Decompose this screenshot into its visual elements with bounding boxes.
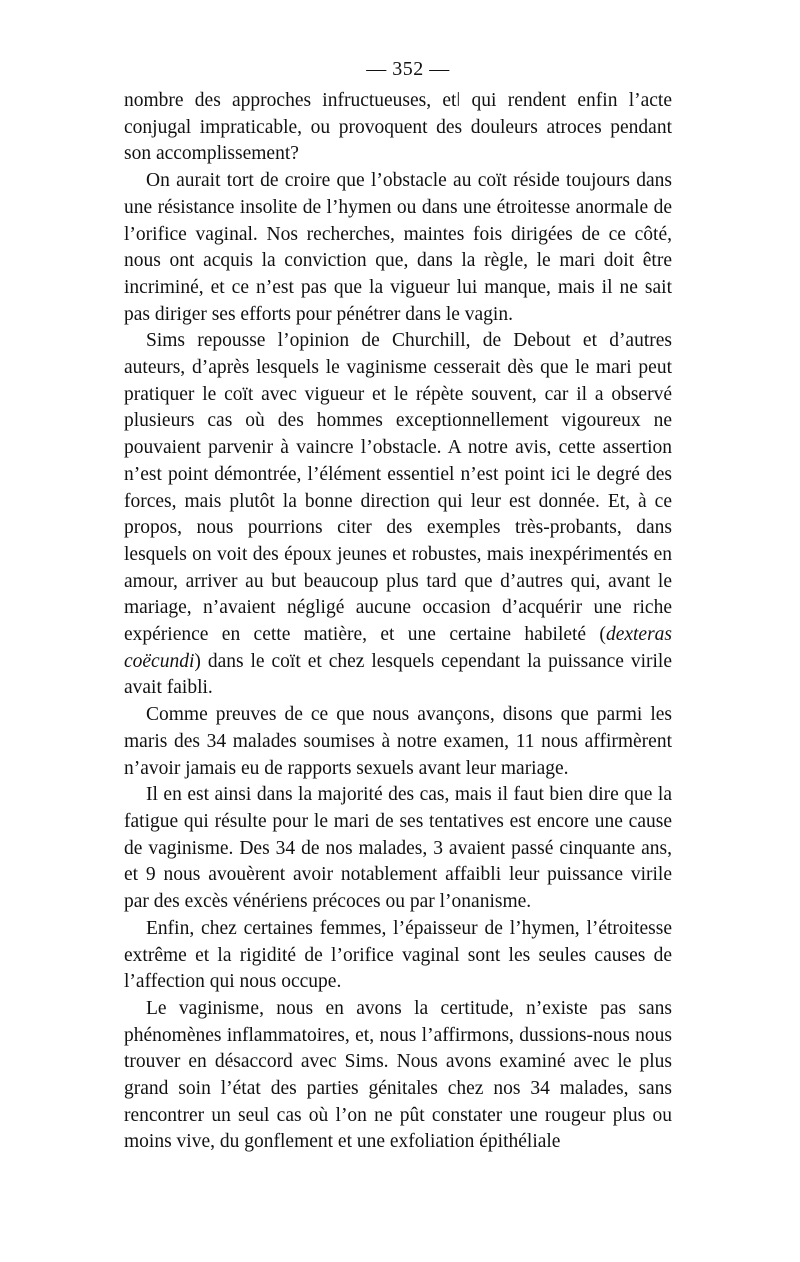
paragraph-1: nombre des approches infructueuses, etǀ qui rendent enfin l’acte conjugal impraticable, ou provoquent des douleurs atroces pendant son accomplissement? [124, 90, 672, 165]
page-number: — 352 — [366, 58, 450, 80]
paragraph-4: Comme preuves de ce que nous avançons, disons que parmi les maris des 34 malades soumises à notre examen, 11 nous affirmèrent n’avoir jamais eu de rapports sexuels avant leur mariage. [124, 704, 672, 779]
paragraph-2: On aurait tort de croire que l’obstacle au coït réside toujours dans une résistance insolite de l’hymen ou dans une étroitesse anormale de l’orifice vaginal. Nos recherches, maintes fois dirigées de ce côté, nous ont acquis la conviction que, dans la règle, le mari doit être incriminé, et ce n’est pas que la vigueur lui manque, mais il ne sait pas diriger ses efforts pour pénétrer dans le vagin. [124, 170, 672, 325]
paragraph-7: Le vaginisme, nous en avons la certitude, n’existe pas sans phénomènes inflammatoires, et, nous l’affirmons, dussions-nous nous trouver en désaccord avec Sims. Nous avons examiné avec le plus grand soin l’état des parties génitales chez nos 34 malades, sans rencontrer un seul cas où l’on ne pût constater une rougeur plus ou moins vive, du gonflement et une exfoliation épithéliale [124, 997, 672, 1153]
book-page [124, 56, 672, 1156]
paragraph-6: Enfin, chez certaines femmes, l’épaisseur de l’hymen, l’étroitesse extrême et la rigidité de l’orifice vaginal sont les seules causes de l’affection qui nous occupe. [124, 917, 672, 993]
paragraph-5: Il en est ainsi dans la majorité des cas, mais il faut bien dire que la fatigue qui résulte pour le mari de ses tentatives est encore une cause de vaginisme. Des 34 de nos malades, 3 avaient passé cinquante ans, et 9 nous avouèrent avoir notablement affaibli leur puissance virile par des excès vénériens précoces ou par l’onanisme. [124, 784, 672, 913]
paragraph-3: Sims repousse l’opinion de Churchill, de Debout et d’autres auteurs, d’après lesquels le vaginisme cesserait dès que le mari peut pratiquer le coït avec vigueur et le répète souvent, car il a observé plusieurs cas où des hommes exceptionnellement vigoureux ne pouvaient parvenir à vaincre l’obstacle. A notre avis, cette assertion n’est point démontrée, l’élément essentiel n’est point ici le degré des forces, mais plutôt la bonne direction qui leur est donnée. Et, à ce propos, nous pourrions citer des exemples très-probants, dans lesquels on voit des époux jeunes et robustes, mais inexpérimentés en amour, arriver au but beaucoup plus tard que d’autres qui, avant le mariage, n’avaient négligé aucune occasion d’acquérir une riche expérience en cette matière, et une certaine habileté (dexteras coëcundi) dans le coït et chez lesquels cependant la puissance virile avait faibli. [124, 330, 672, 699]
